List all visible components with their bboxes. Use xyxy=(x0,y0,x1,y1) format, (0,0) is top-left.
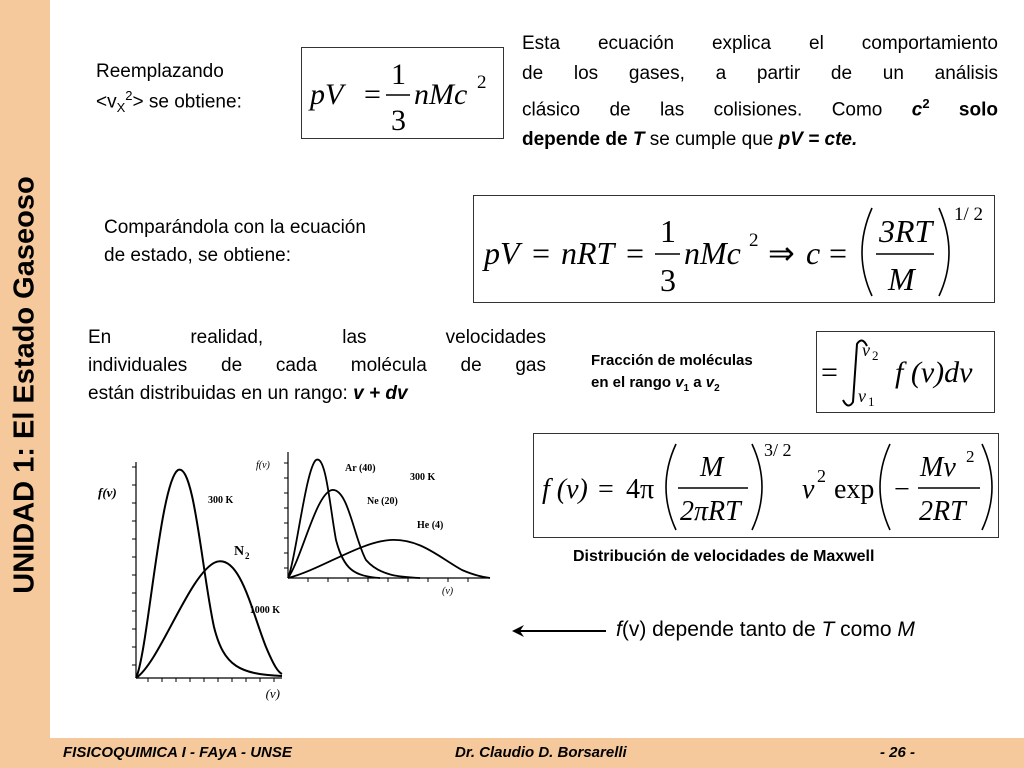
eq2-exp: 2 xyxy=(749,230,759,251)
explanation-line3 xyxy=(522,89,998,125)
eq1-equals: = xyxy=(364,78,381,111)
vx-sub: X xyxy=(116,100,126,116)
eq2-eq2: = xyxy=(626,235,645,271)
realidad-paragraph xyxy=(88,324,546,408)
expl-l3a: clásico de las colisiones. Como xyxy=(522,99,912,121)
curve-ne-20 xyxy=(288,490,420,578)
fraccion-en-rango: en el rango xyxy=(591,374,676,391)
reemplazando-line2 xyxy=(96,84,296,120)
fraccion-a: a xyxy=(689,374,706,391)
footer-author: Dr. Claudio D. Borsarelli xyxy=(455,744,627,761)
maxwell-minus: − xyxy=(894,474,910,505)
vx-sup: 2 xyxy=(125,88,133,103)
eq2-num1: 1 xyxy=(660,213,676,249)
realidad-line1 xyxy=(88,324,546,352)
realidad-line2: individuales de cada molécula de gas xyxy=(88,355,546,376)
eq1-lhs: pV xyxy=(310,78,344,111)
maxwell-lhs: f (v) xyxy=(542,474,588,505)
maxwell-v: v xyxy=(802,474,815,505)
fraccion-sub1: 1 xyxy=(683,383,690,394)
eq2-den1: 3 xyxy=(660,262,676,298)
eq1-exp: 2 xyxy=(477,72,487,93)
realidad-w2: realidad, xyxy=(190,327,264,348)
graph2-label-300k: 300 K xyxy=(410,472,436,483)
eq2-nrt: nRT xyxy=(561,235,615,271)
explanation-paragraph xyxy=(522,29,998,155)
graph2-y-ticks xyxy=(284,463,288,568)
maxwell-den1: 2πRT xyxy=(680,496,741,527)
dependency-M: M xyxy=(897,618,915,641)
graph1-label-n2-sub: 2 xyxy=(245,551,250,561)
eq3-lower-sub: 1 xyxy=(868,394,875,409)
curve-he-4 xyxy=(288,540,490,578)
eq3-body: f (v)dv xyxy=(895,356,973,389)
expl-depende: depende de xyxy=(522,129,633,151)
eq2-right-paren xyxy=(939,208,949,296)
fraccion-sub2: 2 xyxy=(714,383,720,394)
sidebar-band xyxy=(0,0,50,738)
eq2-nmc: nMc xyxy=(684,235,741,271)
eq2-num2: 3RT xyxy=(879,213,933,249)
equation-c-box xyxy=(473,195,995,303)
eq2-pv: pV xyxy=(484,235,520,271)
unit-title: UNIDAD 1: El Estado Gaseoso xyxy=(8,176,41,594)
fraccion-line1: Fracción de moléculas xyxy=(591,352,753,369)
graph1-label-n2: N xyxy=(234,544,245,559)
graph1-ylabel: f(v) xyxy=(98,485,117,500)
explanation-line2: de los gases, a partir de un análisis xyxy=(522,63,998,84)
comparandola-line1: Comparándola con la ecuación xyxy=(104,217,366,238)
maxwell-v-exp: 2 xyxy=(817,466,826,486)
realidad-line3 xyxy=(88,380,546,408)
expl-c-exp: 2 xyxy=(922,96,930,111)
eq3-lower: v xyxy=(858,386,866,406)
vx-text: <v xyxy=(96,91,117,113)
realidad-w3: las xyxy=(342,327,367,348)
expl-solo: solo xyxy=(929,99,998,121)
realidad-w4: velocidades xyxy=(445,327,546,348)
fraccion-v2: v xyxy=(705,374,715,391)
eq2-den2: M xyxy=(888,261,915,297)
eq2-power: 1/ 2 xyxy=(954,204,984,225)
dependency-t1: (v) depende tanto de xyxy=(621,618,822,641)
maxwell-paren2-right xyxy=(982,444,992,530)
gas-comparison-graph xyxy=(250,448,495,603)
dependency-T: T xyxy=(821,618,835,641)
graph1-xlabel: (v) xyxy=(265,686,280,701)
reemplazando-text xyxy=(96,60,296,120)
fraccion-v1: v xyxy=(675,374,684,391)
maxwell-equation xyxy=(534,434,998,537)
expl-se-cumple: se cumple que xyxy=(644,129,779,151)
comparandola-text xyxy=(104,214,474,270)
expl-T: T xyxy=(632,129,645,151)
maxwell-equation-box xyxy=(533,433,999,538)
fraccion-line2 xyxy=(591,372,811,400)
graph2-label-ne: Ne (20) xyxy=(367,496,398,507)
left-arrow-icon xyxy=(510,619,610,643)
expl-pv-cte: pV = cte. xyxy=(778,129,858,151)
equation-pv-box xyxy=(301,47,504,139)
eq2-left-paren xyxy=(862,208,872,296)
expl-c: c xyxy=(911,99,923,121)
se-obtiene-text: > se obtiene: xyxy=(132,91,242,113)
maxwell-paren1-right xyxy=(752,444,762,530)
graph1-label-1000k: 1000 K xyxy=(249,605,280,616)
graph2-xlabel: (v) xyxy=(442,586,454,597)
eq3-equals: = xyxy=(821,356,838,389)
equation-pv xyxy=(302,48,503,138)
maxwell-exp: exp xyxy=(834,474,875,505)
maxwell-den2: 2RT xyxy=(919,496,966,527)
explanation-line4 xyxy=(522,125,998,155)
maxwell-power: 3/ 2 xyxy=(764,440,792,460)
explanation-line1: Esta ecuación explica el comportamiento xyxy=(522,33,998,54)
footer-bar xyxy=(0,738,1024,768)
maxwell-num2: Mv xyxy=(920,452,956,483)
maxwell-paren1-left xyxy=(666,444,676,530)
maxwell-equals: = xyxy=(598,474,614,505)
eq1-rhs: nMc xyxy=(414,78,468,111)
maxwell-paren2-left xyxy=(880,444,890,530)
dependency-text xyxy=(616,618,915,642)
eq2-implies-arrow: ⇒ xyxy=(768,235,795,271)
eq2-eq1: = xyxy=(532,235,551,271)
maxwell-num2-exp: 2 xyxy=(966,447,975,466)
reemplazando-line1: Reemplazando xyxy=(96,61,224,82)
footer-course: FISICOQUIMICA I - FAyA - UNSE xyxy=(63,744,292,761)
graph1-y-ticks xyxy=(132,467,136,665)
dependency-f: f xyxy=(616,618,622,641)
eq2-c: c xyxy=(806,235,821,271)
graph2-ylabel: f(v) xyxy=(256,460,270,471)
realidad-w1: En xyxy=(88,327,112,348)
realidad-v-dv: v + dv xyxy=(353,383,408,404)
maxwell-num1: M xyxy=(700,452,724,483)
equation-integral xyxy=(817,332,994,412)
graph2-label-ar: Ar (40) xyxy=(345,463,376,474)
footer-page-number: - 26 - xyxy=(880,744,916,761)
eq1-num: 1 xyxy=(391,58,406,91)
equation-c xyxy=(474,196,994,302)
dependency-t2: como xyxy=(834,618,898,641)
realidad-l3a: están distribuidas en un rango: xyxy=(88,383,354,404)
maxwell-caption: Distribución de velocidades de Maxwell xyxy=(573,548,875,565)
eq1-den: 3 xyxy=(391,104,406,137)
comparandola-line2: de estado, se obtiene: xyxy=(104,245,291,266)
graph2-label-he: He (4) xyxy=(417,520,444,531)
fraccion-label xyxy=(591,350,811,400)
eq2-eq3: = xyxy=(829,235,848,271)
equation-integral-box xyxy=(816,331,995,413)
eq3-upper: v xyxy=(862,340,870,360)
maxwell-coef: 4π xyxy=(626,474,655,505)
graph1-label-300k: 300 K xyxy=(208,495,234,506)
eq3-upper-sub: 2 xyxy=(872,348,879,363)
